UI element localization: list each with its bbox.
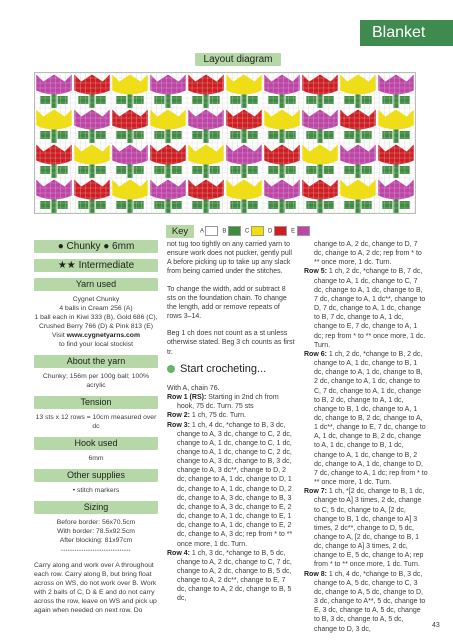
ball-icon: ● [57,241,64,252]
tulip-leaf [172,96,182,104]
tulip-leaf [248,96,258,104]
tulip-stem [165,165,170,179]
tulip-stem [393,200,398,214]
chain-instruction: With A, chain 76. [167,384,220,392]
tulip-leaf [400,131,410,139]
tulip-leaf [40,201,50,209]
info-column [34,240,158,615]
tulip-leaf [192,131,202,139]
tulip-leaf [382,96,392,104]
swatch-a [205,226,218,236]
tulip-leaf [210,131,220,139]
sizing-line: After blocking: 81x97cm [59,537,133,544]
tulip-leaf [324,201,334,209]
tulip-leaf [382,201,392,209]
intro-text: Carry along and work over A throughout each row. Carry along B, but bring float across on WS, do not work over B. Work with 2 balls of C, D & E and do not carry across the row, leave on WS and pick up again when needed on next row. Do [34,562,157,614]
tulip-leaf [286,131,296,139]
tulip-leaf [40,166,50,174]
yarn-line: 1 ball each in Kiwi 333 (B), Gold 686 (C), [34,314,158,321]
tulip-stem [393,165,398,179]
tulip-stem [355,130,360,144]
tulip-leaf [382,131,392,139]
tension-heading: Tension [34,396,158,409]
tulip-stem [89,200,94,214]
row-instruction: Row 8: 1 ch, 4 dc, *change to B, 3 dc, change to A, 5 dc, change to C, 3 dc, change to A, 5 dc, change to D, 3 dc, change to A**, 5 dc, change to E, 3 dc, change to A, 5 dc, change to B, 3 dc, change to A, 5 dc, change to D, 3 dc, [304,570,426,633]
swatch-b [228,226,241,236]
tension-text: 13 sts x 12 rows = 10cm measured over dc [35,414,157,430]
tulip-leaf [344,96,354,104]
tulip-leaf [192,166,202,174]
yarn-weight-badge: ● Chunky ● 6mm [34,240,158,253]
tulip-leaf [324,96,334,104]
sizing-line: Before border: 56x70.5cm [56,519,136,526]
tulip-stem [355,165,360,179]
tulip-leaf [78,131,88,139]
tulip-stem [51,200,56,214]
tulip-leaf [344,166,354,174]
tulip-leaf [382,166,392,174]
tulip-leaf [154,201,164,209]
row-instruction: Row 1 (RS): Starting in 2nd ch from hook, 75 dc. Turn. 75 sts [167,394,279,411]
tulip-leaf [154,96,164,104]
star-icons: ★★ [57,260,76,271]
tulip-leaf [78,96,88,104]
tulip-stem [165,200,170,214]
tulip-stem [393,130,398,144]
tulip-leaf [362,201,372,209]
row-instruction: Row 4: 1 ch, 3 dc, *change to B, 5 dc, change to A, 2 dc, change to C, 7 dc, change to A, 2 dc, change to B, 5 dc, change to A, 2 dc**, change to E, 7 dc, change to A, 2 dc, change to B, 5 dc, [167,549,292,603]
tulip-stem [89,95,94,109]
tulip-leaf [286,201,296,209]
tulip-leaf [58,131,68,139]
hook-text: 6mm [88,455,104,462]
key-legend [200,224,310,238]
yarn-line: Cygnet Chunky [72,296,120,303]
tulip-leaf [192,96,202,104]
tulip-stem [317,130,322,144]
tulip-leaf [40,96,50,104]
tulip-leaf [210,201,220,209]
tulip-leaf [268,96,278,104]
tulip-stem [89,165,94,179]
row-instruction: Row 2: 1 ch, 75 dc. Turn. [167,412,246,420]
tulip-leaf [268,166,278,174]
tulip-leaf [362,131,372,139]
layout-diagram [34,72,416,214]
tulip-stem [165,95,170,109]
yarn-line: 4 balls in Cream 256 (A) [59,305,133,312]
tulip-leaf [362,96,372,104]
tulip-leaf [172,131,182,139]
tulip-stem [279,95,284,109]
supplies-heading: Other supplies [34,469,158,482]
key-item-c: C [245,226,264,236]
tulip-stem [203,200,208,214]
yarn-used-heading: Yarn used [34,278,158,291]
note-paragraph: Beg 1 ch does not count as a st unless otherwise stated. Beg 3 ch counts as first tr. [167,330,295,356]
row-instruction: Row 3: 1 ch, 4 dc, *change to B, 3 dc, change to A, 3 dc, change to C, 2 dc, change to A, 1 dc, change to C, 1 dc, change to A, 1 dc, change to C, 2 dc, change to A, 3 dc, change to B, 3 dc, change to A, 3 dc**, change to D, 2 dc, change to A, 1 dc, change to D, 1 dc, change to A, 1 dc, change to D, 2 dc, change to A, 3 dc, change to B, 3 dc, change to A, 3 dc, change to E, 2 dc, change to A, 1 dc, change to E, 1 dc, change to A, 1 dc, change to E, 2 dc, change to A, 3 dc; rep from * to ** once more, 1 dc. Turn. [167,421,293,548]
about-yarn-text: Chunky; 156m per 100g ball; 100% acrylic [42,373,150,389]
row-continuation: change to A, 2 dc, change to D, 7 dc, change to A, 2 dc; rep from * to ** once more, 1 dc. Turn. [314,241,422,267]
about-yarn-heading: About the yarn [34,355,158,368]
tulip-leaf [96,131,106,139]
tulip-leaf [172,201,182,209]
yarn-line: Crushed Berry 766 (D) & Pink 813 (E) [38,323,154,330]
note-paragraph: not tug too tightly on any carried yarn to ensure work does not pucker, gently pull A before picking up to take up any slack from being carried under the stitches. [167,241,292,276]
tulip-leaf [268,131,278,139]
tulip-stem [165,130,170,144]
tulip-leaf [248,201,258,209]
key-item-b: B [222,226,241,236]
tulip-leaf [400,96,410,104]
tulip-leaf [154,166,164,174]
tulip-leaf [116,201,126,209]
page-number: 43 [432,622,440,629]
swatch-c [251,226,264,236]
tulip-stem [355,95,360,109]
tulip-leaf [116,96,126,104]
tulip-stem [393,95,398,109]
tulip-leaf [134,201,144,209]
tulip-leaf [286,96,296,104]
tulip-stem [241,165,246,179]
tulip-leaf [248,131,258,139]
tulip-leaf [134,166,144,174]
tulip-stem [127,130,132,144]
tulip-leaf [116,131,126,139]
key-item-e: E [291,226,310,236]
tulip-leaf [306,166,316,174]
tulip-leaf [78,166,88,174]
tulip-leaf [324,131,334,139]
key-item-d: D [268,226,287,236]
tulip-leaf [230,131,240,139]
section-banner: Blanket [360,20,453,46]
bullet-icon [167,365,175,373]
instructions-column-1 [167,240,295,604]
tulip-leaf [210,96,220,104]
hook-heading: Hook used [34,437,158,450]
visit-line: Visit www.cygnetyarns.com [51,332,140,339]
tulip-leaf [230,166,240,174]
tulip-leaf [306,131,316,139]
tulip-leaf [40,131,50,139]
row-instruction: Row 7: 1 ch, *[2 dc, change to B, 1 dc, change to A] 3 times, 2 dc, change to C, 5 dc, change to A, [2 dc, change to B, 1 dc, change to A] 3 times, 2 dc**, change to D, 5 dc, change to A, [2 dc, change to B, 1 dc, change to A] 3 times, 2 dc, change to E, 5 dc, change to A; rep from * to ** once more, 1 dc. Turn. [304,488,425,569]
tulip-leaf [400,166,410,174]
row-instruction: Row 5: 1 ch, 2 dc, *change to B, 7 dc, change to A, 1 dc, change to C, 7 dc, change to A, 1 dc, change to B, 7 dc, change to A, 1 dc**, change to D, 7 dc, change to A, 1 dc, change to B, 7 dc, change to A, 1 dc, change to E, 7 dc, change to A, 1 dc; rep from * to ** once more, 1 dc. Turn. [304,268,426,349]
tulip-leaf [286,166,296,174]
tulip-leaf [96,96,106,104]
swatch-e [297,226,310,236]
tulip-leaf [192,201,202,209]
tulip-stem [317,95,322,109]
tulip-stem [279,200,284,214]
instructions-column-2 [304,240,428,634]
hook-icon: ● [103,241,110,252]
swatch-d [274,226,287,236]
tulip-stem [203,165,208,179]
tulip-leaf [96,166,106,174]
sizing-line: With border: 78.5x92.5cm [57,528,135,535]
layout-diagram-title: Layout diagram [195,53,281,66]
tulip-stem [127,165,132,179]
tulip-leaf [324,166,334,174]
tulip-leaf [230,96,240,104]
tulip-stem [279,130,284,144]
tulip-stem [203,130,208,144]
stockist-line: to find your local stockist [58,341,134,348]
key-title: Key [166,225,194,238]
tulip-stem [317,165,322,179]
tulip-stem [127,95,132,109]
sizing-heading: Sizing [34,501,158,514]
difficulty-badge: ★★ Intermediate [34,259,158,272]
tulip-leaf [58,96,68,104]
note-paragraph: To change the width, add or subtract 8 sts on the foundation chain. To change the length, add or remove repeats of rows 3–14. [167,285,287,321]
tulip-leaf [400,201,410,209]
tulip-leaf [78,201,88,209]
tulip-leaf [306,96,316,104]
tulip-stem [355,200,360,214]
row-instruction: Row 6: 1 ch, 2 dc, *change to B, 2 dc, change to A, 1 dc, change to B, 1 dc, change to A, 1 dc, change to B, 2 dc, change to A, 1 dc, change to C, 7 dc, change to A, 1 dc, change to B, 2 dc, change to A, 1 dc, change to B, 1 dc, change to A, 1 dc, change to B, 2 dc, change to A, 1 dc**, change to E, 7 dc, change to A, 1 dc, change to B, 2 dc, change to A, 1 dc, change to B, 1 dc, change to A, 1 dc, change to B, 2 dc, change to A, 1 dc, change to D, 7 dc, change to A, 1 dc; rep from * to ** once more, 1 dc. Turn. [304,350,428,487]
tulip-leaf [344,201,354,209]
start-crocheting-heading: Start crocheting... [167,365,295,374]
tulip-leaf [116,166,126,174]
tulip-leaf [230,201,240,209]
tulip-leaf [268,201,278,209]
tulip-stem [279,165,284,179]
yarn-website-link[interactable]: www.cygnetyarns.com [66,332,140,339]
layout-diagram-svg [35,73,415,213]
tulip-leaf [58,166,68,174]
tulip-leaf [134,131,144,139]
tulip-stem [127,200,132,214]
tulip-stem [51,130,56,144]
tulip-leaf [134,96,144,104]
tulip-stem [317,200,322,214]
tulip-stem [51,165,56,179]
tulip-leaf [248,166,258,174]
tulip-leaf [306,201,316,209]
tulip-stem [51,95,56,109]
tulip-stem [89,130,94,144]
tulip-leaf [58,201,68,209]
tulip-stem [241,95,246,109]
tulip-leaf [154,131,164,139]
tulip-stem [241,200,246,214]
tulip-leaf [362,166,372,174]
tulip-stem [241,130,246,144]
supplies-text: • stitch markers [72,487,120,494]
dotted-divider: ••••••••••••••••••••••••••••••• [61,548,131,554]
tulip-leaf [172,166,182,174]
tulip-leaf [96,201,106,209]
tulip-leaf [210,166,220,174]
tulip-leaf [344,131,354,139]
key-item-a: A [200,226,218,236]
tulip-stem [203,95,208,109]
